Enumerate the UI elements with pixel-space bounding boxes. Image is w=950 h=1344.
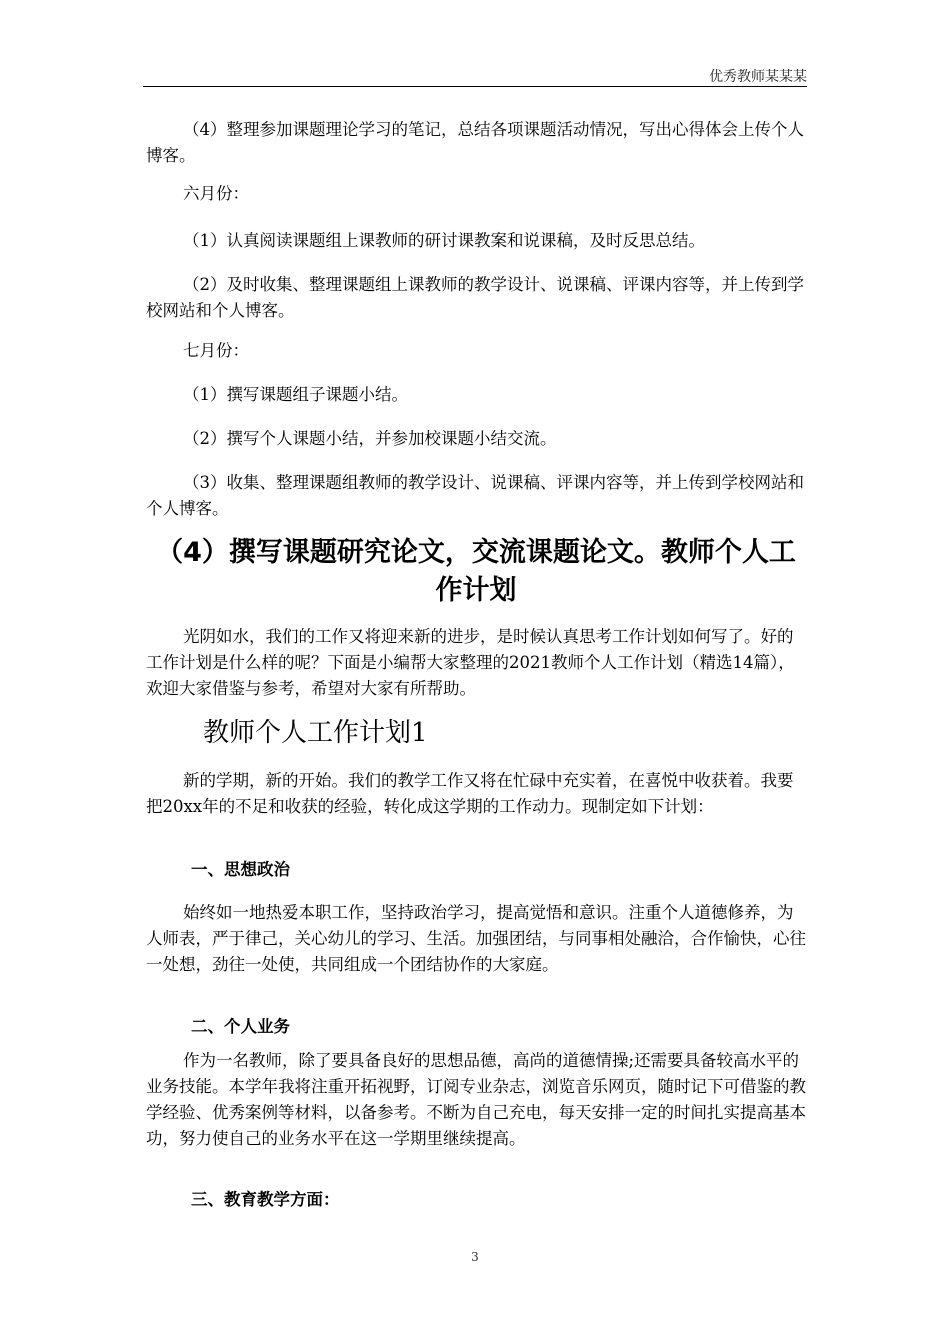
month-july: 七月份： bbox=[183, 341, 249, 360]
section-title-1: 一、思想政治 bbox=[191, 860, 290, 879]
intro-paragraph: 光阴如水，我们的工作又将迎来新的进步，是时候认真思考工作计划如何写了。好的工作计划是什么样的呢？下面是小编帮大家整理的2021教师个人工作计划（精选14篇），欢迎大家借鉴与参考，希望对大家有所帮助。 bbox=[146, 627, 795, 698]
page-number: 3 bbox=[471, 1250, 479, 1264]
section-body-1: 始终如一地热爱本职工作，坚持政治学习，提高觉悟和意识。注重个人道德修养，为人师表，严于律己，关心幼儿的学习、生活。加强团结，与同事相处融洽，合作愉快，心往一处想，劲往一处使，共同组成一个团结协作的大家庭。 bbox=[146, 903, 806, 974]
paragraph-june-2: （2）及时收集、整理课题组上课教师的教学设计、说课稿、评课内容等，并上传到学校网站和个人博客。 bbox=[146, 275, 804, 320]
paragraph-july-1: （1）撰写课题组子课题小结。 bbox=[183, 385, 408, 404]
section-title-3: 三、教育教学方面： bbox=[191, 1190, 340, 1209]
paragraph-july-2: （2）撰写个人课题小结，并参加校课题小结交流。 bbox=[183, 429, 557, 448]
section-body-2: 作为一名教师，除了要具备良好的思想品德，高尚的道德情操;还需要具备较高水平的业务技能。本学年我将注重开拓视野，订阅专业杂志，浏览音乐网页，随时记下可借鉴的教学经验、优秀案例等材料，以备参考。不断为自己充电，每天安排一定的时间扎实提高基本功，努力使自己的业务水平在这一学期里继续提高。 bbox=[146, 1051, 806, 1148]
paragraph-july-3: （3）收集、整理课题组教师的教学设计、说课稿、评课内容等，并上传到学校网站和个人博客。 bbox=[146, 473, 804, 518]
paragraph-notes: （4）整理参加课题理论学习的笔记，总结各项课题活动情况，写出心得体会上传个人博客。 bbox=[146, 120, 804, 165]
header-author: 优秀教师某某某 bbox=[709, 69, 807, 85]
month-june: 六月份： bbox=[183, 184, 249, 203]
article-title: 教师个人工作计划1 bbox=[203, 718, 428, 748]
paragraph-june-1: （1）认真阅读课题组上课教师的研讨课教案和说课稿，及时反思总结。 bbox=[183, 231, 705, 250]
section-title-2: 二、个人业务 bbox=[191, 1017, 290, 1036]
big-title: （4）撰写课题研究论文，交流课题论文。教师个人工作计划 bbox=[156, 537, 796, 606]
header-rule bbox=[143, 86, 807, 87]
article-intro: 新的学期，新的开始。我们的教学工作又将在忙碌中充实着，在喜悦中收获着。我要把20xx年的不足和收获的经验，转化成这学期的工作动力。现制定如下计划： bbox=[146, 771, 794, 816]
